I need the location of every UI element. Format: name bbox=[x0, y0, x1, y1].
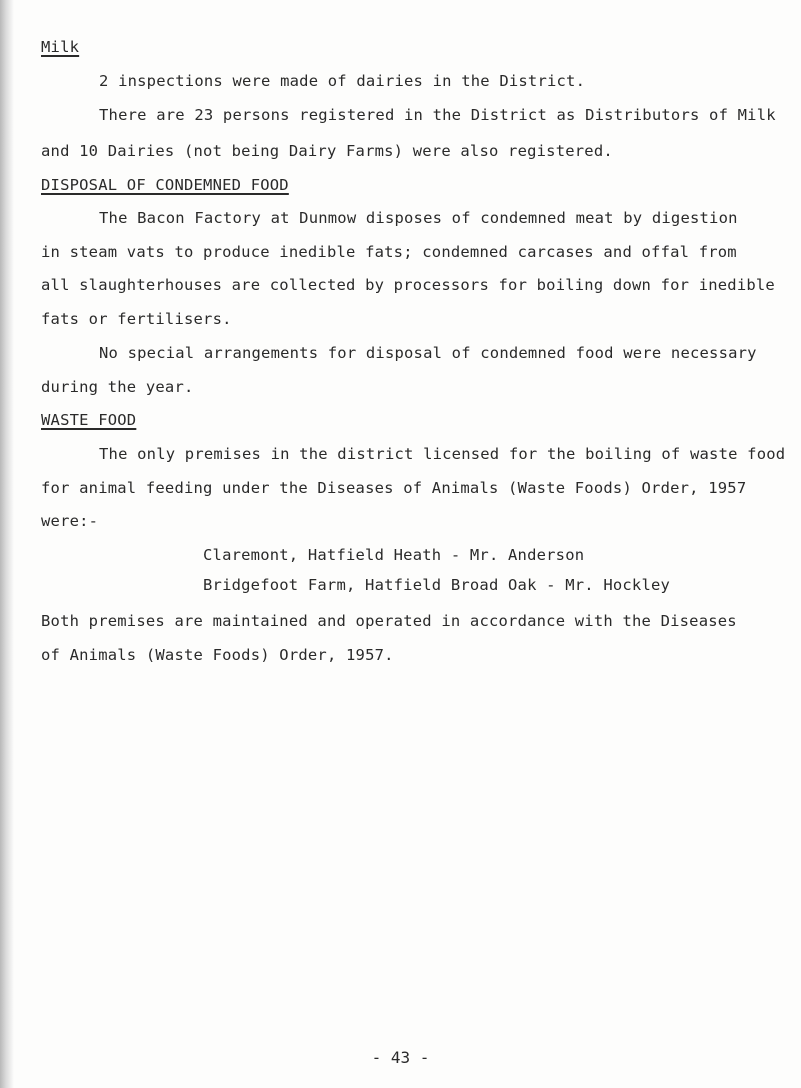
disposal-paragraph-2-line-1: No special arrangements for disposal of condemned food were necessary bbox=[99, 344, 757, 362]
heading-milk: Milk bbox=[41, 38, 80, 56]
waste-paragraph-1-line-3: were:- bbox=[41, 512, 99, 530]
page-number: - 43 - bbox=[371, 1048, 430, 1067]
milk-paragraph-2-line-2: and 10 Dairies (not being Dairy Farms) were also registered. bbox=[41, 142, 613, 160]
waste-paragraph-1-line-2: for animal feeding under the Diseases of Animals (Waste Foods) Order, 1957 bbox=[41, 479, 747, 497]
waste-paragraph-1-line-1: The only premises in the district licensed for the boiling of waste food bbox=[99, 445, 786, 463]
waste-paragraph-2-line-2: of Animals (Waste Foods) Order, 1957. bbox=[41, 646, 394, 664]
heading-disposal-of-condemned-food: DISPOSAL OF CONDEMNED FOOD bbox=[41, 176, 289, 194]
milk-paragraph-1: 2 inspections were made of dairies in the District. bbox=[99, 72, 586, 90]
heading-waste-food: WASTE FOOD bbox=[41, 411, 137, 429]
milk-paragraph-2-line-1: There are 23 persons registered in the District as Distributors of Milk bbox=[99, 106, 776, 124]
disposal-paragraph-1-line-3: all slaughterhouses are collected by processors for boiling down for inedible bbox=[41, 276, 775, 294]
scan-edge-shadow bbox=[0, 0, 14, 1088]
waste-paragraph-2-line-1: Both premises are maintained and operated in accordance with the Diseases bbox=[41, 612, 737, 630]
disposal-paragraph-2-line-2: during the year. bbox=[41, 378, 194, 396]
premises-item: Bridgefoot Farm, Hatfield Broad Oak - Mr. Hockley bbox=[203, 576, 671, 594]
disposal-paragraph-1-line-1: The Bacon Factory at Dunmow disposes of condemned meat by digestion bbox=[99, 209, 738, 227]
premises-item: Claremont, Hatfield Heath - Mr. Anderson bbox=[203, 546, 585, 564]
disposal-paragraph-1-line-2: in steam vats to produce inedible fats; condemned carcases and offal from bbox=[41, 243, 737, 261]
disposal-paragraph-1-line-4: fats or fertilisers. bbox=[41, 310, 232, 328]
